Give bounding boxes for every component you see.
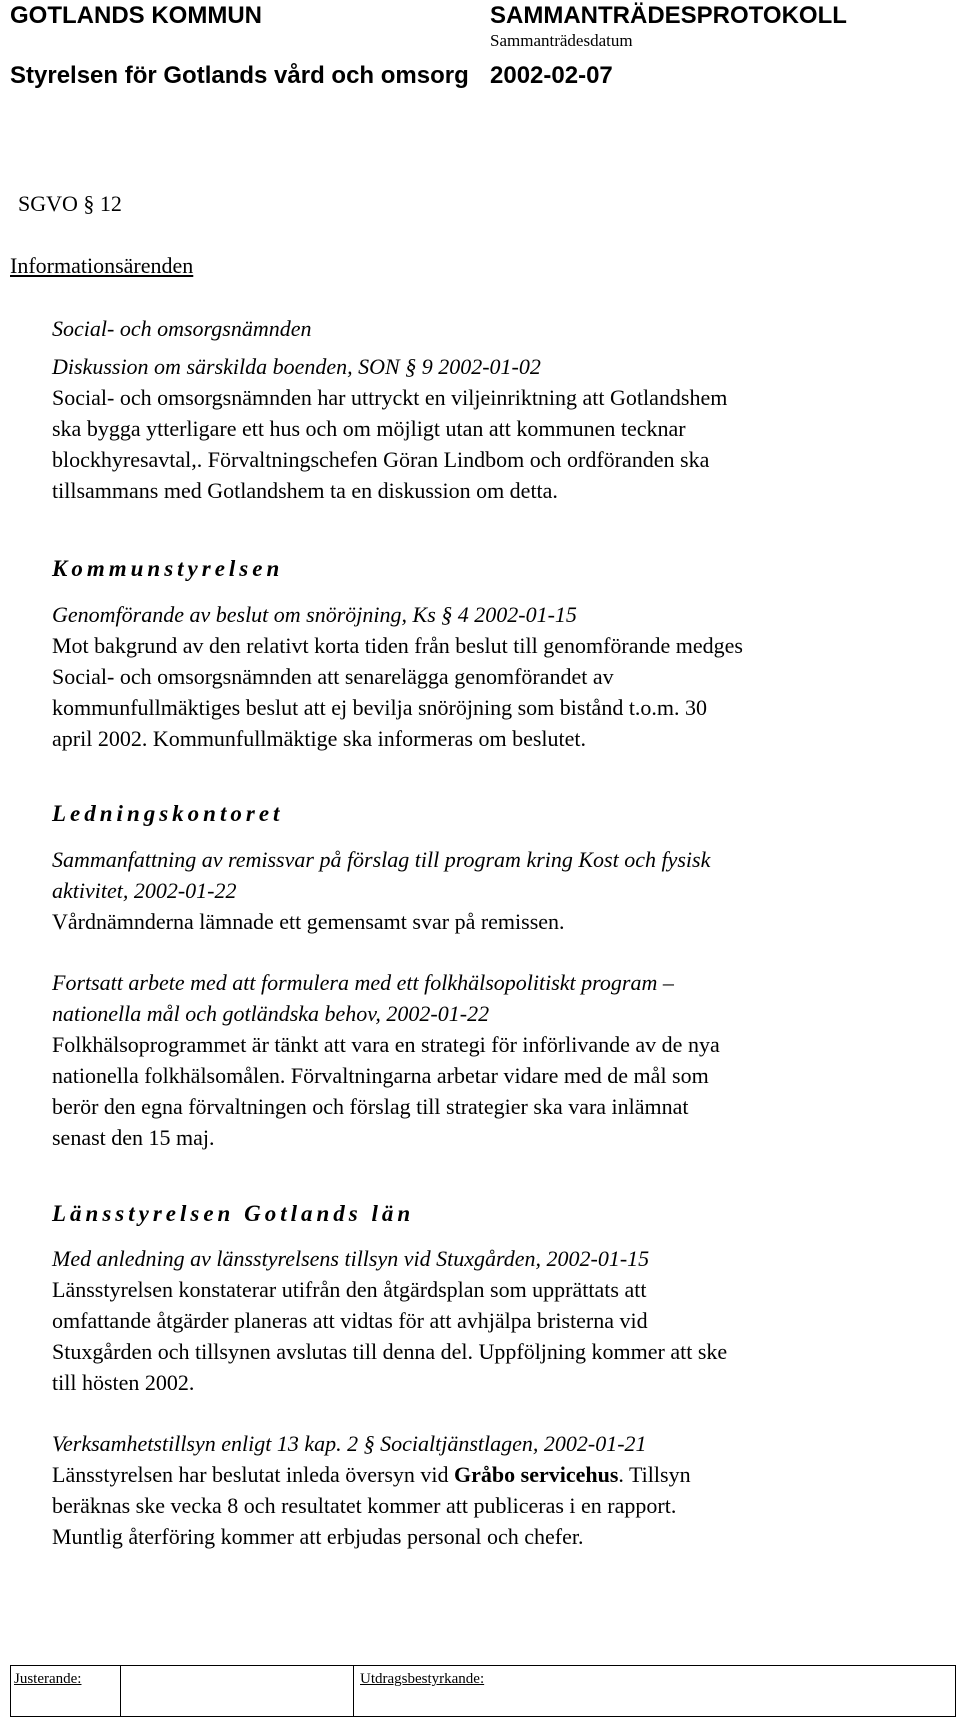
text-line: Social- och omsorgsnämnden att senarelägga genomförandet av — [52, 664, 614, 689]
text-line: Länsstyrelsen konstaterar utifrån den åtgärdsplan som upprättats att — [52, 1277, 647, 1302]
ks-item-title: Genomförande av beslut om snöröjning, Ks § 4 2002-01-15 — [52, 602, 577, 627]
footer-rule-bottom — [10, 1716, 956, 1717]
date-label: Sammanträdesdatum — [490, 31, 633, 50]
paragraph-id: SGVO § 12 — [18, 191, 122, 216]
meeting-date: 2002-02-07 — [490, 62, 613, 89]
board-name: Styrelsen för Gotlands vård och omsorg — [10, 62, 469, 89]
text-line: tillsammans med Gotlandshem ta en diskussion om detta. — [52, 478, 558, 503]
text-line: beräknas ske vecka 8 och resultatet kommer att publiceras i en rapport. — [52, 1493, 677, 1518]
text-line: Social- och omsorgsnämnden har uttryckt en viljeinriktning att Gotlandshem — [52, 385, 728, 410]
lk-block-1 — [52, 844, 710, 937]
text-line — [52, 1459, 691, 1490]
text-line: Vårdnämnderna lämnade ett gemensamt svar på remissen. — [52, 909, 565, 934]
lk-item1-title: aktivitet, 2002-01-22 — [52, 878, 237, 903]
son-heading: Social- och omsorgsnämnden — [52, 316, 312, 341]
text-line: ska bygga ytterligare ett hus och om möjligt utan att kommunen tecknar — [52, 416, 686, 441]
text-line: omfattande åtgärder planeras att vidtas för att avhjälpa bristerna vid — [52, 1308, 648, 1333]
section-title: Informationsärenden — [10, 253, 194, 278]
text-line: kommunfullmäktiges beslut att ej bevilja snöröjning som bistånd t.o.m. 30 — [52, 695, 708, 720]
document-type: SAMMANTRÄDESPROTOKOLL — [490, 2, 847, 29]
text-line: Folkhälsoprogrammet är tänkt att vara en strategi för införlivande av de nya — [52, 1032, 720, 1057]
text-line: senast den 15 maj. — [52, 1125, 215, 1150]
lst-heading: Länsstyrelsen Gotlands län — [52, 1201, 415, 1226]
lk-block-2 — [52, 967, 720, 1153]
text-line: Muntlig återföring kommer att erbjudas personal och chefer. — [52, 1524, 584, 1549]
text-line: till hösten 2002. — [52, 1370, 195, 1395]
son-item-title: Diskussion om särskilda boenden, SON § 9 2002-01-02 — [52, 354, 541, 379]
lst-item1-title: Med anledning av länsstyrelsens tillsyn vid Stuxgården, 2002-01-15 — [52, 1246, 650, 1271]
footer-divider — [353, 1665, 354, 1717]
utdrag-label: Utdragsbestyrkande: — [360, 1671, 485, 1687]
text-line: Stuxgården och tillsynen avslutas till denna del. Uppföljning kommer att ske — [52, 1339, 728, 1364]
text-segment: Länsstyrelsen har beslutat inleda översyn vid — [52, 1462, 455, 1487]
lk-heading: Ledningskontoret — [52, 801, 284, 826]
text-segment: . Tillsyn — [618, 1462, 691, 1487]
facility-name: Gråbo servicehus — [454, 1462, 619, 1487]
footer-divider — [955, 1665, 956, 1717]
footer-divider — [10, 1665, 11, 1717]
ks-heading: Kommunstyrelsen — [52, 556, 284, 581]
footer-divider — [120, 1665, 121, 1717]
text-line: berör den egna förvaltningen och förslag till strategier ska vara inlämnat — [52, 1094, 689, 1119]
son-block — [52, 351, 727, 506]
lk-item2-title: Fortsatt arbete med att formulera med ett folkhälsopolitiskt program – — [52, 970, 674, 995]
lst-block-2 — [52, 1428, 691, 1552]
text-line: april 2002. Kommunfullmäktige ska informeras om beslutet. — [52, 726, 587, 751]
lk-item1-title: Sammanfattning av remissvar på förslag till program kring Kost och fysisk — [52, 847, 711, 872]
justerande-label: Justerande: — [14, 1671, 82, 1687]
text-line: blockhyresavtal,. Förvaltningschefen Göran Lindbom och ordföranden ska — [52, 447, 710, 472]
lst-block-1 — [52, 1243, 727, 1398]
ks-block — [52, 599, 743, 754]
lk-item2-title: nationella mål och gotländska behov, 2002-01-22 — [52, 1001, 490, 1026]
lst-item2-title: Verksamhetstillsyn enligt 13 kap. 2 § Socialtjänstlagen, 2002-01-21 — [52, 1431, 647, 1456]
footer-rule-top — [10, 1665, 956, 1666]
text-line: Mot bakgrund av den relativt korta tiden från beslut till genomförande medges — [52, 633, 743, 658]
org-name: GOTLANDS KOMMUN — [10, 2, 262, 29]
text-line: nationella folkhälsomålen. Förvaltningarna arbetar vidare med de mål som — [52, 1063, 709, 1088]
